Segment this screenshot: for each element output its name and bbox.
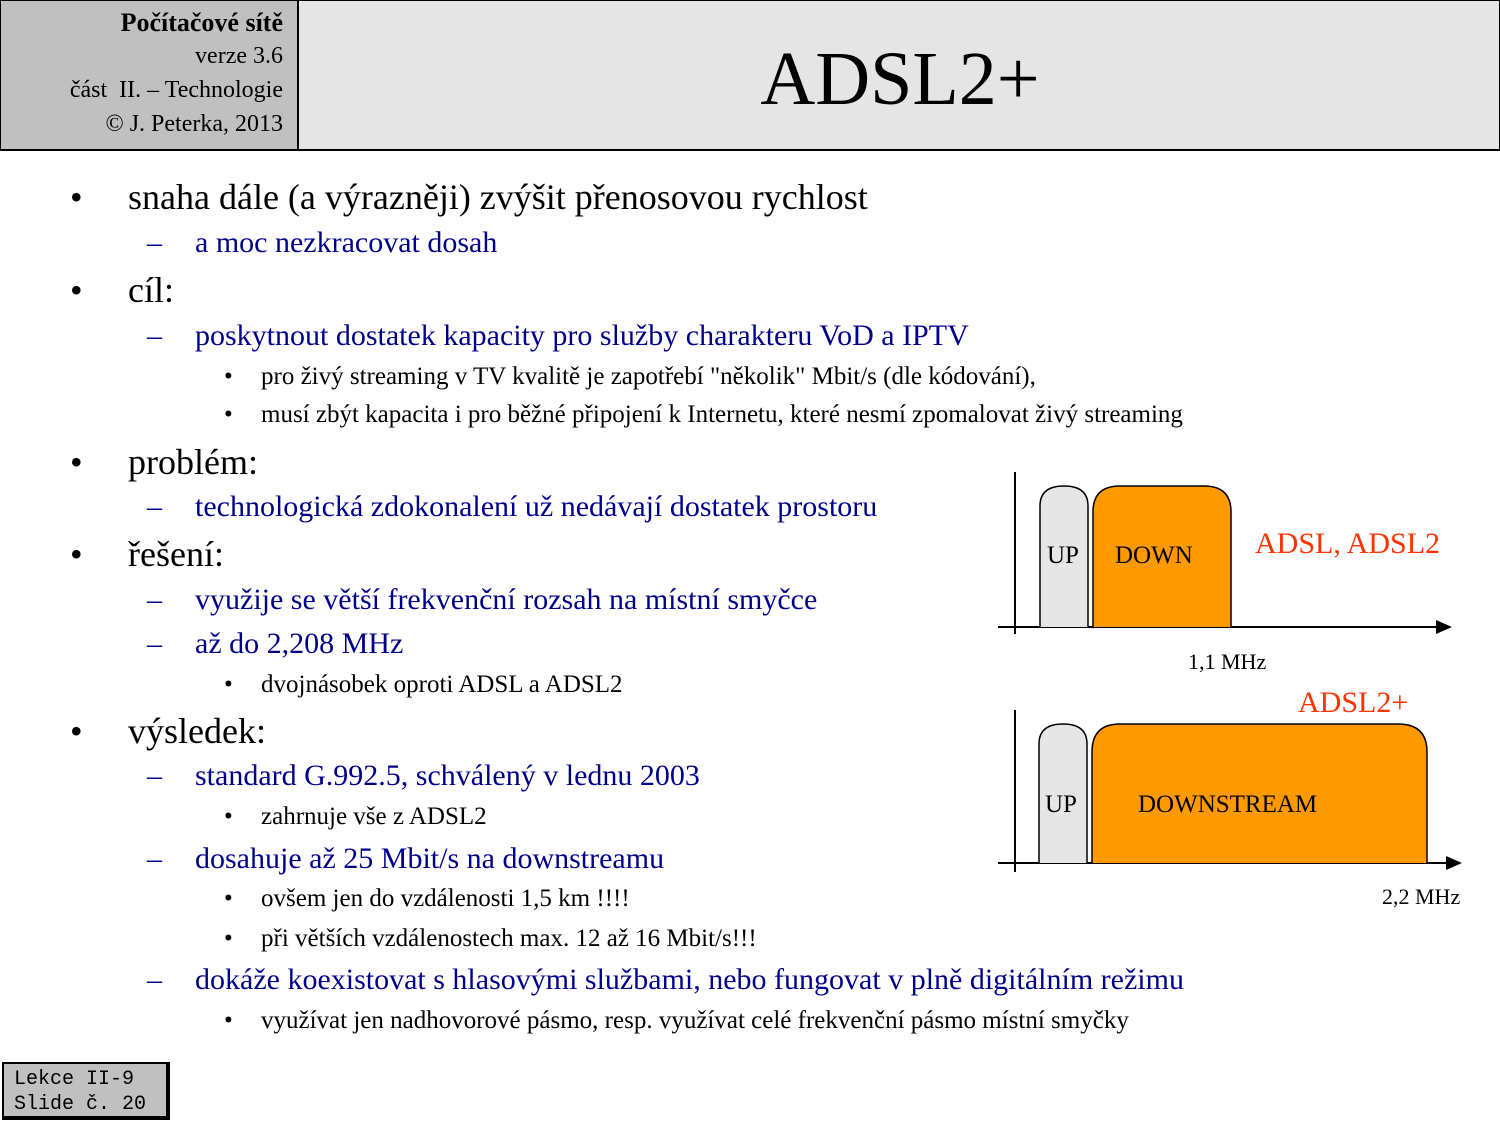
dash-marker: – [147, 963, 162, 996]
adsl-spectrum [998, 472, 1452, 674]
axis-arrow-icon [1446, 856, 1462, 870]
dash-marker: – [147, 627, 162, 660]
course-info-box [1, 1, 299, 149]
dash-marker: – [147, 759, 162, 792]
detail-text: pro živý streaming v TV kvalitě je zapotřebí "několik" Mbit/s (dle kódování), [261, 363, 1036, 390]
slide-label: Slide č. 20 [14, 1093, 147, 1116]
sub-bullet-text: a moc nezkracovat dosah [195, 226, 498, 259]
dot-marker: • [224, 803, 233, 830]
adsl2plus-spectrum [998, 686, 1462, 909]
lecture-label: Lekce II-9 [14, 1068, 135, 1091]
detail-text: zahrnuje vše z ADSL2 [261, 803, 487, 830]
bullet-marker: • [70, 270, 83, 310]
sub-bullet-text: standard G.992.5, schválený v lednu 2003 [195, 759, 700, 792]
bullet-text: řešení: [128, 534, 224, 574]
slide-number-box [2, 1062, 170, 1120]
up-label: UP [1045, 791, 1077, 818]
copyright-label: © J. Peterka, 2013 [105, 111, 283, 137]
dash-marker: – [147, 842, 162, 875]
dash-marker: – [147, 226, 162, 259]
technology-label: ADSL, ADSL2 [1255, 527, 1441, 560]
sub-bullet-text: poskytnout dostatek kapacity pro služby charakteru VoD a IPTV [195, 319, 969, 352]
dot-marker: • [224, 925, 233, 952]
bullet-marker: • [70, 711, 83, 751]
dash-marker: – [147, 583, 162, 616]
bullet-marker: • [70, 442, 83, 482]
sub-bullet-text: technologická zdokonalení už nedávají dostatek prostoru [195, 490, 878, 523]
bullet-text: cíl: [128, 270, 174, 310]
spectrum-diagram [990, 466, 1480, 926]
bullet-marker: • [70, 534, 83, 574]
sub-bullet-text: dosahuje až 25 Mbit/s na downstreamu [195, 842, 665, 875]
dot-marker: • [224, 1007, 233, 1034]
dot-marker: • [224, 885, 233, 912]
detail-text: musí zbýt kapacita i pro běžné připojení k Internetu, které nesmí zpomalovat živý streaming [261, 401, 1183, 428]
detail-text: při větších vzdálenostech max. 12 až 16 Mbit/s!!! [261, 925, 757, 952]
bullet-text: snaha dále (a výrazněji) zvýšit přenosovou rychlost [128, 177, 868, 217]
dash-marker: – [147, 490, 162, 523]
slide-title: ADSL2+ [760, 37, 1040, 121]
down-label: DOWN [1115, 542, 1193, 569]
axis-arrow-icon [1436, 620, 1452, 634]
bullet-text: výsledek: [128, 711, 266, 751]
dot-marker: • [224, 363, 233, 390]
bullet-text: problém: [128, 442, 258, 482]
down-label: DOWNSTREAM [1138, 791, 1318, 818]
frequency-label: 1,1 MHz [1188, 649, 1267, 674]
up-label: UP [1047, 542, 1079, 569]
detail-text: ovšem jen do vzdálenosti 1,5 km !!!! [261, 885, 630, 912]
detail-text: dvojnásobek oproti ADSL a ADSL2 [261, 671, 623, 698]
dash-marker: – [147, 319, 162, 352]
sub-bullet-text: až do 2,208 MHz [195, 627, 404, 660]
course-name: Počítačové sítě [120, 8, 283, 37]
technology-label: ADSL2+ [1298, 686, 1409, 719]
bullet-marker: • [70, 177, 83, 217]
dot-marker: • [224, 671, 233, 698]
version-label: verze 3.6 [195, 43, 283, 69]
detail-text: využívat jen nadhovorové pásmo, resp. využívat celé frekvenční pásmo místní smyčky [261, 1007, 1129, 1034]
dot-marker: • [224, 401, 233, 428]
slide-header [0, 0, 1500, 151]
sub-bullet-text: využije se větší frekvenční rozsah na místní smyčce [195, 583, 818, 616]
part-label: část II. – Technologie [69, 77, 283, 103]
sub-bullet-text: dokáže koexistovat s hlasovými službami, nebo fungovat v plně digitálním režimu [195, 963, 1184, 996]
frequency-label: 2,2 MHz [1382, 884, 1461, 909]
